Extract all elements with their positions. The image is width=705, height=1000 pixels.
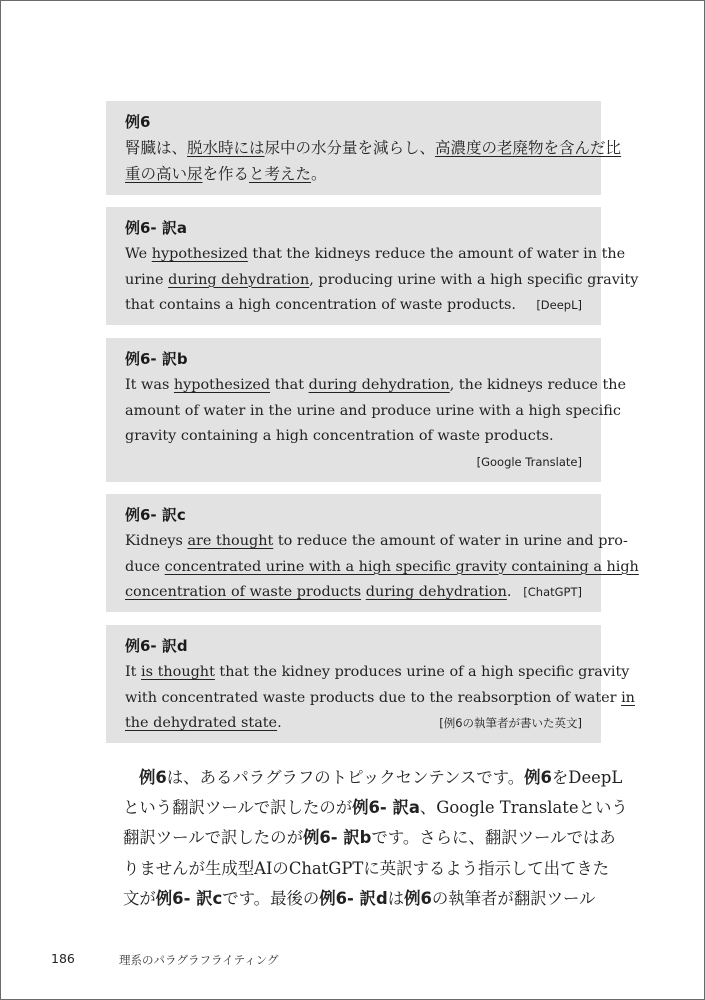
- text-segment: 。: [311, 164, 327, 183]
- example-line: [125, 242, 626, 268]
- example-title: 例6- 訳b: [125, 350, 188, 368]
- bold-reference: 例6: [404, 888, 432, 908]
- example-box-6-d: [106, 625, 635, 743]
- bold-reference: 例6- 訳d: [319, 888, 388, 908]
- text-segment: は: [387, 888, 405, 908]
- example-box-6-c: [106, 494, 639, 612]
- text-segment: .: [506, 584, 512, 601]
- text-segment: It was: [125, 377, 174, 393]
- text-segment: , the kidneys reduce the: [449, 377, 627, 393]
- text-segment: It: [125, 664, 142, 680]
- bold-reference: 例6: [139, 768, 167, 787]
- text-segment: をDeepL: [551, 768, 623, 787]
- text-segment: です。さらに、翻訳ツールではあ: [371, 828, 616, 848]
- paragraph-line: [123, 823, 616, 853]
- text-segment: 翻訳ツールで訳したのが: [123, 828, 303, 848]
- text-segment: は、あるパラグラフのトピックセンテンスです。: [166, 768, 525, 787]
- text-segment: with concentrated waste products due to the reabsorption of water: [125, 689, 622, 706]
- text-segment: です。最後の: [222, 888, 320, 908]
- underlined-phrase: are thought: [187, 533, 274, 549]
- underlined-phrase: concentrated urine with a high specific gravity containing a high: [164, 558, 639, 575]
- example-line: [125, 268, 639, 294]
- example-line: [125, 424, 582, 450]
- source-label: [ChatGPT]: [523, 585, 582, 600]
- text-segment: that contains a high concentration of waste products.: [125, 297, 516, 314]
- text-segment: 文が: [123, 888, 156, 908]
- text-segment: amount of water in the urine and produce urine with a high specific: [125, 402, 621, 419]
- example-title: 例6- 訳a: [125, 219, 188, 237]
- paragraph-line: [123, 884, 596, 914]
- text-segment: という翻訳ツールで訳したのが: [123, 798, 353, 818]
- example-box-6-b: [106, 338, 627, 482]
- text-segment: Kidneys: [125, 533, 188, 549]
- bold-reference: 例6- 訳b: [302, 828, 372, 848]
- text-segment: We: [125, 246, 152, 262]
- example-line: [125, 293, 582, 319]
- example-line: [125, 162, 582, 188]
- page-number: 186: [51, 951, 75, 966]
- example-title: 例6- 訳d: [125, 637, 188, 655]
- example-line: [125, 373, 627, 399]
- example-title: 例6: [125, 113, 151, 131]
- bold-reference: 例6- 訳a: [352, 798, 420, 818]
- paragraph-line: [123, 793, 628, 823]
- example-line: [125, 399, 621, 425]
- text-segment: , producing urine with a high specific gravity: [309, 271, 639, 288]
- text-segment: that the kidneys reduce the amount of water in the: [247, 246, 626, 262]
- bold-reference: 例6- 訳c: [155, 888, 223, 908]
- source-label: [DeepL]: [536, 298, 582, 313]
- underlined-phrase: 脱水時には: [187, 139, 265, 157]
- text-segment: 腎臓は、: [125, 139, 188, 157]
- body-paragraph: [123, 763, 628, 914]
- underlined-phrase: during dehydration: [308, 377, 450, 393]
- example-title: 例6- 訳c: [125, 506, 186, 524]
- underlined-phrase: during dehydration: [365, 584, 507, 601]
- example-line: [125, 660, 630, 686]
- text-segment: duce: [125, 558, 165, 575]
- example-line: [125, 555, 639, 581]
- underlined-phrase: is thought: [141, 664, 215, 680]
- text-segment: urine: [125, 271, 169, 288]
- underlined-phrase: during dehydration: [168, 271, 310, 288]
- example-line: [125, 580, 582, 606]
- text-segment: 、Google Translateという: [419, 798, 628, 818]
- text-segment: that: [270, 377, 309, 393]
- text-segment: の執筆者が翻訳ツール: [431, 888, 596, 908]
- example-box-6-a: [106, 207, 639, 325]
- underlined-phrase: と考えた: [249, 164, 312, 183]
- paragraph-line: [123, 854, 610, 884]
- paragraph-line: [123, 763, 623, 793]
- underlined-phrase: hypothesized: [151, 246, 248, 262]
- example-line: [125, 529, 628, 555]
- text-segment: .: [277, 715, 282, 732]
- underlined-phrase: 高濃度の老廃物を含んだ比: [435, 139, 622, 157]
- bold-reference: 例6: [524, 768, 552, 787]
- source-label: [Google Translate]: [476, 454, 582, 469]
- text-segment: gravity containing a high concentration of waste products.: [125, 428, 554, 445]
- running-footer-title: 理系のパラグラフライティング: [119, 953, 279, 967]
- example-line: [125, 711, 582, 737]
- text-segment: that the kidney produces urine of a high specific gravity: [214, 664, 630, 680]
- example-line: [125, 686, 635, 712]
- source-label: [例6の執筆者が書いた英文]: [439, 716, 582, 731]
- underlined-phrase: the dehydrated state: [125, 715, 278, 732]
- text-segment: to reduce the amount of water in urine and pro-: [273, 533, 628, 549]
- underlined-phrase: 重の高い尿: [125, 164, 203, 183]
- underlined-phrase: hypothesized: [173, 377, 271, 393]
- text-segment: りませんが生成型AIのChatGPTに英訳するよう指示して出てきた: [123, 858, 610, 878]
- text-segment: を作る: [202, 164, 250, 183]
- underlined-phrase: concentration of waste products: [125, 584, 362, 601]
- underlined-phrase: in: [621, 689, 635, 706]
- example-line: [125, 136, 622, 162]
- text-segment: 尿中の水分量を減らし、: [264, 139, 436, 157]
- example-box-6: [106, 101, 622, 195]
